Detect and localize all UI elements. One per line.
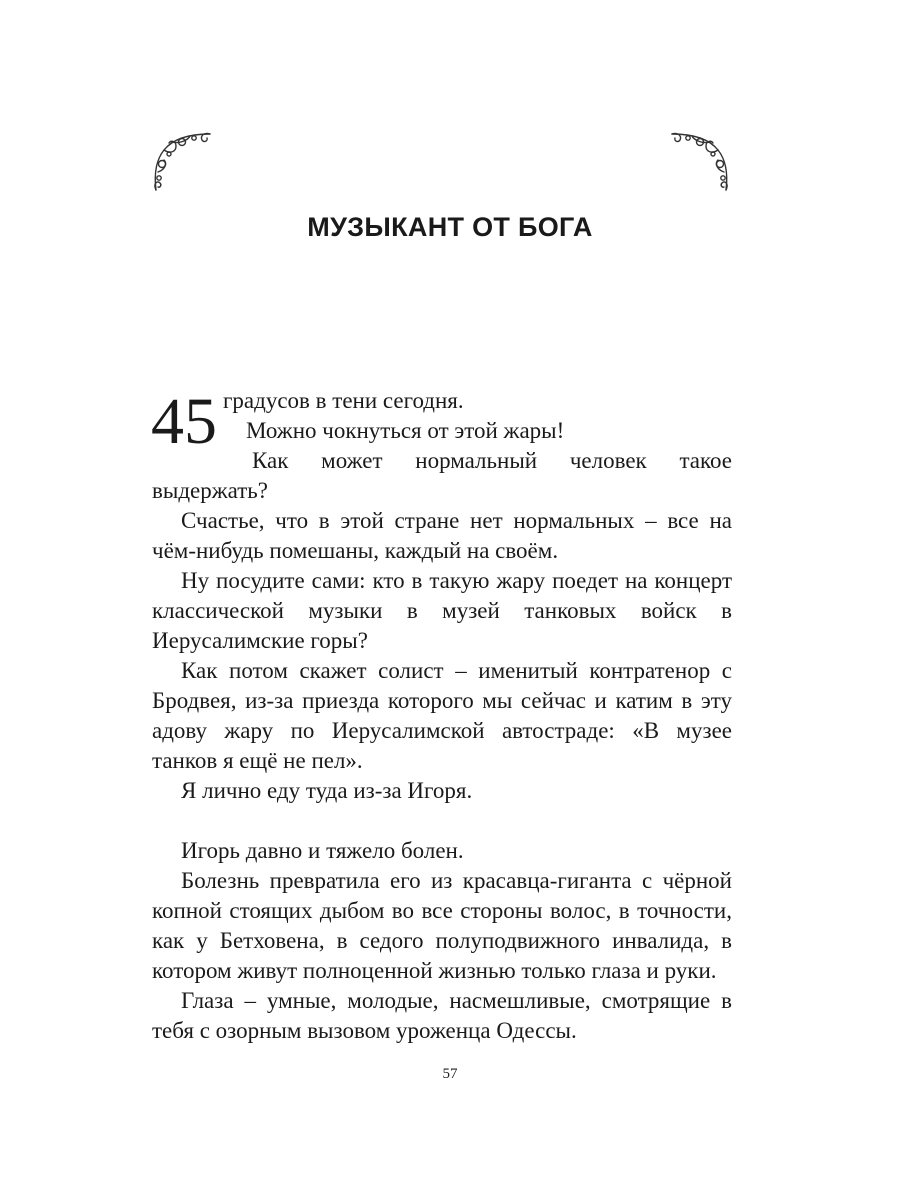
paragraph: Я лично еду туда из-за Игоря. <box>181 778 473 803</box>
corner-ornament-left-icon <box>150 128 214 194</box>
section-break <box>152 806 732 836</box>
paragraph: Болезнь превратила его из красавца-гиганта с чёрной копной стоящих дыбом во все стороны волос, в точности, как у Бетховена, в седого полуподвижного инвалида, в котором живут полноценной жизнью только глаза и руки. <box>152 868 732 983</box>
lead-paragraph <box>151 385 732 458</box>
chapter-body <box>152 386 732 1046</box>
paragraph: Ну посудите сами: кто в такую жару поедет на концерт классической музыки в музей танковых войск в Иерусалимские горы? <box>152 568 732 653</box>
lead-line-1: градусов в тени сегодня. <box>223 388 464 413</box>
paragraph: Игорь давно и тяжело болен. <box>181 838 464 863</box>
chapter-title: МУЗЫКАНТ ОТ БОГА <box>307 212 593 242</box>
drop-cap: 45 <box>151 385 217 458</box>
paragraph: Как может нормальный человек такое выдержать? <box>152 448 732 503</box>
corner-ornament-right-icon <box>668 128 732 194</box>
paragraph: Глаза – умные, молодые, насмешливые, смотрящие в тебя с озорным вызовом уроженца Одессы. <box>152 988 732 1043</box>
paragraph: Как потом скажет солист – именитый контратенор с Бродвея, из-за приезда которого мы сейчас и катим в эту адову жару по Иерусалимской автостраде: «В музее танков я ещё не пел». <box>152 658 732 773</box>
page-number: 57 <box>442 1066 458 1082</box>
paragraph: Счастье, что в этой стране нет нормальных – все на чём-нибудь помешаны, каждый на своём. <box>152 508 732 563</box>
lead-line-2: Можно чокнуться от этой жары! <box>246 418 565 443</box>
